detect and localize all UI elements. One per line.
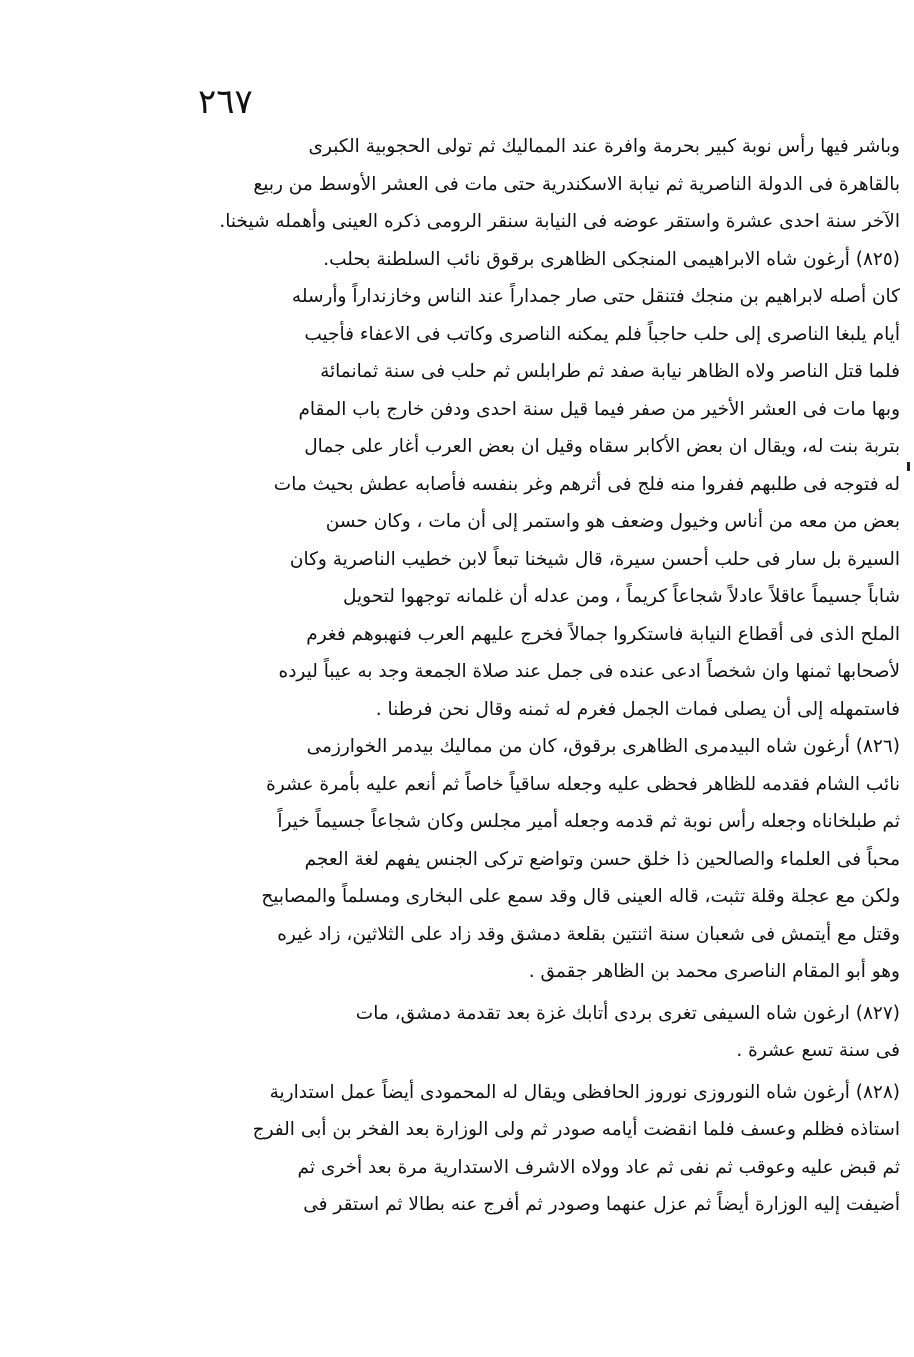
text-line: الملح الذى فى أقطاع النيابة فاستكروا جمالاً فخرج عليهم العرب فنهبوهم فغرم bbox=[306, 623, 900, 645]
text-line: وبها مات فى العشر الأخير من صفر فيما قيل سنة احدى ودفن خارج باب المقام bbox=[298, 398, 900, 420]
text-line: كان أصله لابراهيم بن منجك فتنقل حتى صار جمداراً عند الناس وخازنداراً وأرسله bbox=[291, 286, 900, 307]
text-line: بتربة بنت له، ويقال ان بعض الأكابر سقاه وقيل ان بعض العرب أغار على جمال bbox=[304, 436, 900, 457]
page-number: ٢٦٧ bbox=[198, 82, 253, 122]
scan-mark bbox=[907, 462, 910, 471]
text-line: ولكن مع عجلة وقلة تثبت، قاله العينى قال وقد سمع على البخارى ومسلماً والمصابيح bbox=[261, 886, 900, 907]
text-line: لأصحابها ثمنها وان شخصاً ادعى عنده فى جمل عند صلاة الجمعة وجد به عيباً ليرده bbox=[278, 661, 900, 682]
text-line: فلما قتل الناصر ولاه الظاهر نيابة صفد ثم طرابلس ثم حلب فى سنة ثمانمائة bbox=[320, 361, 900, 382]
entry-heading-825: (٨٢٥) أرغون شاه الابراهيمى المنجكى الظاهرى برقوق نائب السلطنة بحلب. bbox=[323, 248, 900, 270]
text-line: فى سنة تسع عشرة . bbox=[736, 1040, 900, 1061]
text-line: استاذه فظلم وعسف فلما انقضت أيامه صودر ثم ولى الوزارة بعد الفخر بن أبى الفرج bbox=[252, 1119, 900, 1140]
entry-heading-828: (٨٢٨) أرغون شاه النوروزى نوروز الحافظى ويقال له المحمودى أيضاً عمل استدارية bbox=[269, 1081, 900, 1103]
text-line: له فتوجه فى طلبهم ففروا منه فلج فى أثرهم وغر بنفسه فأصابه عطش بحيث مات bbox=[273, 473, 900, 495]
text-line: فاستمهله إلى أن يصلى فمات الجمل فغرم له ثمنه وقال نحن فرطنا . bbox=[375, 698, 900, 720]
entry-heading-827: (٨٢٧) ارغون شاه السيفى تغرى بردى أتابك غزة بعد تقدمة دمشق، مات bbox=[355, 1002, 900, 1024]
text-line: وباشر فيها رأس نوبة كبير بحرمة وافرة عند المماليك ثم تولى الحجوبية الكبرى bbox=[308, 136, 900, 157]
entry-heading-826: (٨٢٦) أرغون شاه البيدمرى الظاهرى برقوق، كان من مماليك بيدمر الخوارزمى bbox=[306, 736, 900, 757]
text-line: وقتل مع أيتمش فى شعبان سنة اثنتين بقلعة دمشق وقد زاد على الثلاثين، زاد غيره bbox=[277, 923, 900, 945]
text-line: أضيفت إليه الوزارة أيضاً ثم عزل عنهما وصودر ثم أفرج عنه بطالا ثم استقر فى bbox=[303, 1194, 900, 1215]
text-line: أيام يلبغا الناصرى إلى حلب حاجباً فلم يمكنه الناصرى وكاتب فى الاعفاء فأجيب bbox=[304, 323, 900, 345]
text-line: بعض من معه من أناس وخيول وضعف هو واستمر إلى أن مات ، وكان حسن bbox=[325, 511, 900, 532]
text-line: محباً فى العلماء والصالحين ذا خلق حسن وتواضع تركى الجنس يفهم لغة العجم bbox=[304, 848, 900, 870]
text-line: نائب الشام فقدمه للظاهر فحظى عليه وجعله ساقياً خاصاً ثم أنعم عليه بأمرة عشرة bbox=[266, 773, 900, 795]
text-line: ثم قبض عليه وعوقب ثم نفى ثم عاد وولاه الاشرف الاستدارية مرة بعد أخرى ثم bbox=[297, 1156, 900, 1178]
text-line: بالقاهرة فى الدولة الناصرية ثم نيابة الاسكندرية حتى مات فى العشر الأوسط من ربيع bbox=[253, 173, 900, 195]
text-line: شاباً جسيماً عاقلاً عادلاً شجاعاً كريماً ، ومن عدله أن غلمانه توجهوا لتحويل bbox=[343, 586, 900, 607]
text-line: ثم طبلخاناه وجعله رأس نوبة ثم قدمه وجعله أمير مجلس وكان شجاعاً جسيماً خيراً bbox=[277, 811, 900, 832]
body-text bbox=[178, 128, 900, 1224]
text-line: الآخر سنة احدى عشرة واستقر عوضه فى النيابة سنقر الرومى ذكره العينى وأهمله شيخنا. bbox=[219, 211, 900, 232]
text-line: وهو أبو المقام الناصرى محمد بن الظاهر جقمق . bbox=[528, 961, 900, 982]
text-line: السيرة بل سار فى حلب أحسن سيرة، قال شيخنا تبعاً لابن خطيب الناصرية وكان bbox=[289, 548, 900, 570]
